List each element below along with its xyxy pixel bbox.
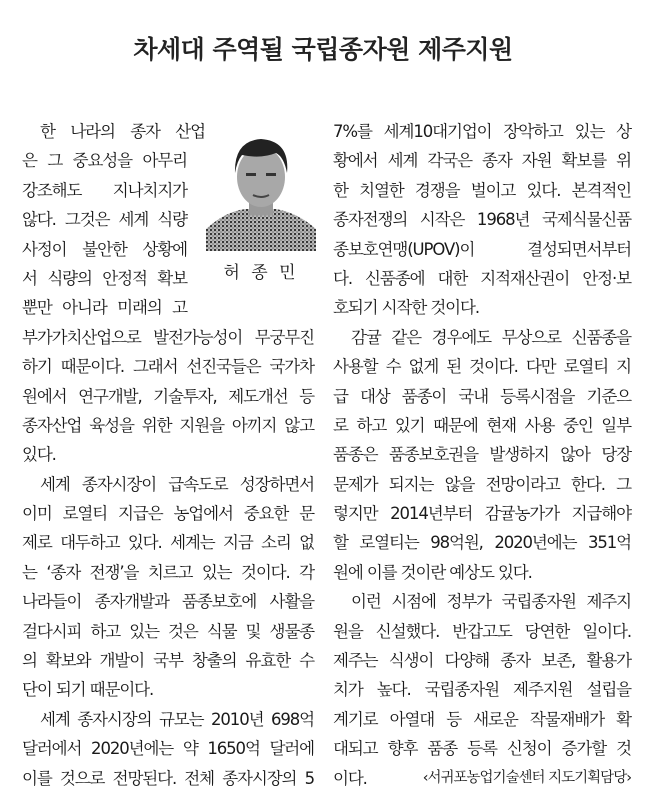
text-line: 서 식량의 안정적 확보 [22, 268, 187, 288]
article-column-left [22, 117, 314, 793]
text-line: 부가가치산업으로 발전가능성이 무궁무진 [22, 327, 314, 347]
text-line: 이를 것으로 전망된다. 전체 종자시장의 5 [22, 768, 314, 788]
text-line: 계기로 아열대 등 새로운 작물재배가 확 [333, 709, 631, 729]
text-line: 하기 때문이다. 그래서 선진국들은 국가차 [22, 357, 314, 377]
text-line: 한 치열한 경쟁을 벌이고 있다. 본격적인 [333, 180, 631, 200]
text-line: 종보호연맹(UPOV)이 결성되면서부터 [333, 239, 631, 259]
text-line: 원에 이를 것이란 예상도 있다. [333, 562, 532, 582]
text-line: 치가 높다. 국립종자원 제주지원 설립을 [333, 680, 631, 700]
text-line: 사정이 불안한 상황에 [22, 239, 187, 259]
text-line: 제주는 식생이 다양해 종자 보존, 활용가 [333, 651, 631, 671]
author-affiliation: ‹서귀포농업기술센터 지도기획담당› [422, 769, 631, 786]
text-line: 이다. ‹서귀포농업기술센터 지도기획담당› [333, 764, 631, 793]
text-line: 호되기 시작한 것이다. [333, 298, 479, 318]
text-line: 사용할 수 없게 된 것이다. 다만 로열티 지 [333, 357, 631, 377]
text-line: 로 하고 있기 때문에 현재 사용 중인 일부 [333, 415, 631, 435]
text-line: 달러에서 2020년에는 약 1650억 달러에 [22, 739, 314, 759]
text-line: 단이 되기 때문이다. [22, 680, 154, 700]
text-line: 대되고 향후 품종 등록 신청이 증가할 것 [333, 739, 631, 759]
text-line: 나라들이 종자개발과 품종보호에 사활을 [22, 592, 314, 612]
article-title: 차세대 주역될 국립종자원 제주지원 [133, 35, 513, 64]
text-line: 있다. [22, 445, 56, 465]
text-line: 걸다시피 하고 있는 것은 식물 및 생물종 [22, 621, 314, 641]
text-line: 황에서 세계 각국은 종자 자원 확보를 위 [333, 151, 631, 171]
text-line: 않다. 그것은 세계 식량 [22, 210, 187, 230]
text-line: 7%를 세계10대기업이 장악하고 있는 상 [333, 122, 631, 141]
paragraph [333, 117, 631, 323]
text-line: 급 대상 품종이 국내 등록시점을 기준으 [333, 386, 631, 406]
article-column-right [333, 117, 631, 793]
text-line: 강조해도 지나치지가 [22, 180, 187, 200]
text-line: 는 ‘종자 전쟁’을 치르고 있는 것이다. 각 [22, 562, 314, 582]
text-line: 원을 신설했다. 반갑고도 당연한 일이다. [333, 621, 631, 641]
paragraph [333, 587, 631, 793]
text-line: 문제가 되지는 않을 전망이라고 한다. 그 [333, 474, 631, 494]
paragraph [22, 117, 314, 470]
paragraph [333, 323, 631, 588]
text-line: 품종은 품종보호권을 발생하지 않아 당장 [333, 445, 631, 465]
text-line: 이런 시점에 정부가 국립종자원 제주지 [351, 592, 631, 612]
paragraph [22, 705, 314, 793]
text-line: 종자산업 육성을 위한 지원을 아끼지 않고 [22, 415, 314, 435]
text-line: 원에서 연구개발, 기술투자, 제도개선 등 [22, 386, 314, 406]
author-name: 허 종 민 [223, 263, 299, 283]
text-line: 감귤 같은 경우에도 무상으로 신품종을 [351, 327, 631, 347]
text-line: 뿐만 아니라 미래의 고 [22, 298, 187, 318]
text-line: 세계 종자시장의 규모는 2010년 698억 [40, 709, 314, 729]
text-line: 은 그 중요성을 아무리 [22, 151, 187, 171]
text-line: 한 나라의 종자 산업 [40, 122, 205, 141]
text-line: 제로 대두하고 있다. 세계는 지금 소리 없 [22, 533, 314, 553]
text-line: 의 확보와 개발이 국부 창출의 유효한 수 [22, 651, 314, 671]
text-line: 이미 로열티 지급은 농업에서 중요한 문 [22, 504, 314, 524]
paragraph [22, 470, 314, 705]
text-line: 할 로열티는 98억원, 2020년에는 351억 [333, 533, 631, 553]
text-line: 세계 종자시장이 급속도로 성장하면서 [40, 474, 314, 494]
text-line: 다. 신품종에 대한 지적재산권이 안정·보 [333, 268, 631, 288]
text-line: 렇지만 2014년부터 감귤농가가 지급해야 [333, 504, 631, 524]
text-line: 종자전쟁의 시작은 1968년 국제식물신품 [333, 210, 631, 230]
